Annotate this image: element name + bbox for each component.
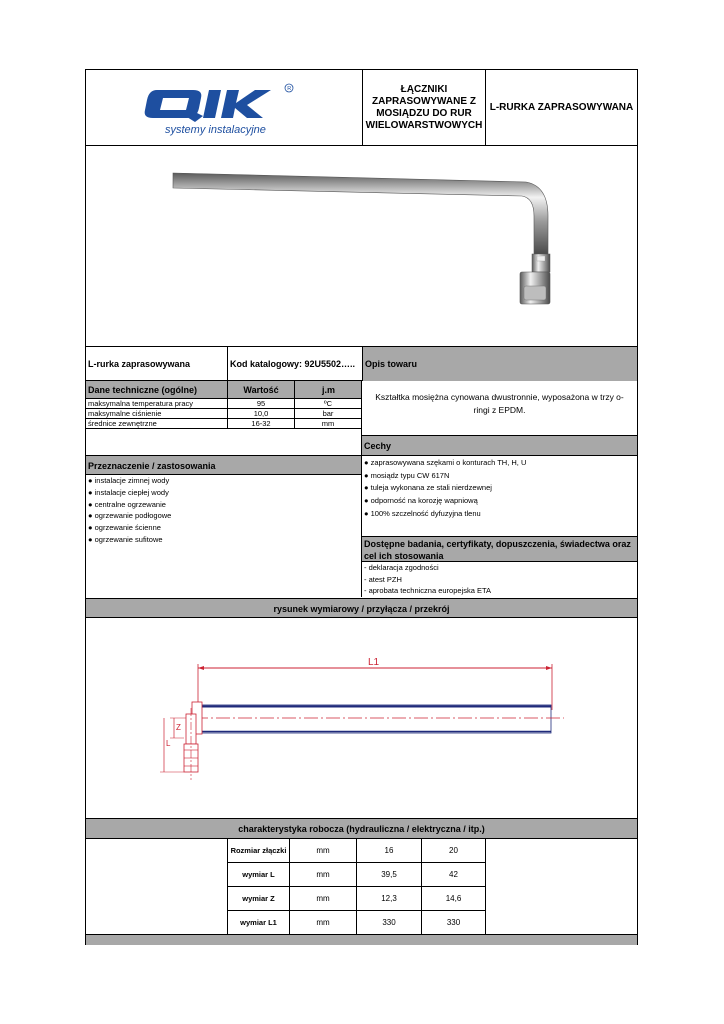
technical-drawing-icon: [86, 618, 637, 819]
tech-label: maksymalne ciśnienie: [88, 409, 162, 418]
logo-tagline: systemy instalacyjne: [165, 124, 266, 136]
list-item: ● instalacje zimnej wody: [88, 476, 170, 485]
certs-title: Dostępne badania, certyfikaty, dopuszczenia, świadectwa oraz cel ich stosowania: [362, 536, 637, 562]
footer-bar: [86, 934, 637, 945]
label-l1: L1: [368, 657, 380, 668]
tech-unit: ºC: [294, 399, 362, 408]
tech-value: 10,0: [227, 409, 294, 418]
char-v2: 42: [421, 863, 486, 886]
tech-header: [86, 381, 362, 399]
cechy-list: [362, 456, 637, 536]
category-title: ŁĄCZNIKI ZAPRASOWYWANE Z MOSIĄDZU DO RUR WIELOWARSTWOWYCH: [362, 70, 485, 146]
tech-col-unit: j.m: [294, 381, 362, 399]
tech-value: 16-32: [227, 419, 294, 428]
list-item: ● ogrzewanie podłogowe: [88, 511, 172, 521]
list-item: ● tuleja wykonana ze stali nierdzewnej: [364, 483, 492, 493]
tech-label: średnice zewnętrzne: [88, 419, 157, 428]
product-title: L-RURKA ZAPRASOWYWANA: [485, 70, 637, 146]
char-label: Rozmiar złączki: [227, 839, 289, 862]
opis-title: Opis towaru: [362, 347, 637, 381]
company-logo: [143, 76, 303, 142]
char-v1: 12,3: [356, 887, 421, 910]
list-item: ● centralne ogrzewanie: [88, 499, 166, 509]
list-item: - atest PZH: [364, 574, 402, 584]
char-unit: mm: [289, 839, 356, 862]
przeznaczenie-title: Przeznaczenie / zastosowania: [86, 455, 362, 475]
list-item: ● 100% szczelność dyfuzyjna tlenu: [364, 508, 481, 518]
dimension-drawing: [86, 618, 637, 819]
tech-row: [86, 419, 362, 429]
list-item: - deklaracja zgodności: [364, 563, 439, 572]
char-v1: 39,5: [356, 863, 421, 886]
list-item: ● ogrzewanie ścienne: [88, 523, 161, 533]
char-v2: 330: [421, 911, 486, 935]
tech-table: [86, 399, 362, 429]
list-item: - aprobata techniczna europejska ETA: [364, 586, 492, 595]
list-item: ● ogrzewanie sufitowe: [88, 534, 163, 544]
tech-spacer: [86, 429, 362, 455]
char-unit: mm: [289, 863, 356, 886]
tech-col-value: Wartość: [227, 381, 294, 399]
product-name: L-rurka zaprasowywana: [88, 359, 191, 369]
char-label: wymiar Z: [227, 887, 289, 910]
tech-row: [86, 399, 362, 409]
table-row: [227, 911, 486, 935]
char-unit: mm: [289, 887, 356, 910]
list-item: ● zaprasowywana szękami o konturach TH, H, U: [364, 458, 527, 467]
cechy-title: Cechy: [362, 436, 637, 456]
datasheet: [85, 69, 638, 945]
info-row: [86, 347, 637, 381]
char-unit: mm: [289, 911, 356, 935]
svg-text:R: R: [287, 86, 292, 92]
tech-title: Dane techniczne (ogólne): [88, 385, 198, 395]
tech-value: 95: [227, 399, 294, 408]
char-v2: 20: [421, 839, 486, 862]
char-v1: 16: [356, 839, 421, 862]
list-item: ● mosiądz typu CW 617N: [364, 470, 450, 480]
char-label: wymiar L: [227, 863, 289, 886]
product-photo-area: [86, 146, 637, 347]
table-row: [227, 887, 486, 911]
table-row: [227, 863, 486, 887]
table-row: [227, 839, 486, 863]
tech-unit: mm: [294, 419, 362, 428]
char-v1: 330: [356, 911, 421, 935]
drawing-title: rysunek wymiarowy / przyłącza / przekrój: [86, 598, 637, 618]
label-l: L: [166, 739, 171, 748]
catalog-code: Kod katalogowy: 92U5502…..: [227, 347, 362, 381]
header: [86, 70, 637, 146]
opis-text: Kształtka mosiężna cynowana dwustronnie, wyposażona w trzy o-ringi z EPDM.: [362, 381, 637, 436]
char-v2: 14,6: [421, 887, 486, 910]
certs-list: [362, 562, 637, 598]
characteristics-title: charakterystyka robocza (hydrauliczna / elektryczna / itp.): [86, 819, 637, 839]
l-pipe-photo-icon: [86, 146, 637, 347]
tech-label: maksymalna temperatura pracy: [88, 399, 194, 408]
list-item: ● odporność na korozję wapniową: [364, 496, 478, 506]
tech-unit: bar: [294, 409, 362, 418]
list-item: ● instalacje ciepłej wody: [88, 487, 169, 497]
label-z: Z: [176, 723, 181, 732]
tech-row: [86, 409, 362, 419]
przeznaczenie-list: [86, 475, 362, 597]
char-label: wymiar L1: [227, 911, 289, 935]
